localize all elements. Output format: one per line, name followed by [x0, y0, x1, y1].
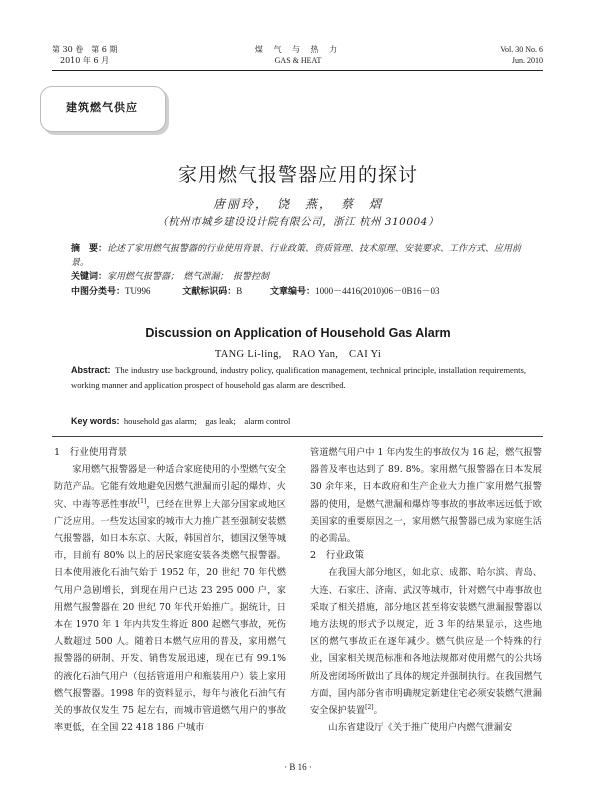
- page-number: · B 16 ·: [284, 762, 312, 772]
- keywords-label: 关键词：: [71, 272, 108, 282]
- english-keywords-label: Key words:: [71, 416, 120, 426]
- abstract-cn: [71, 242, 526, 299]
- english-keywords-text: household gas alarm; gas leak; alarm control: [123, 416, 291, 426]
- journal-name-cn: 煤 气 与 热 力: [254, 45, 342, 54]
- doccode-label: 文献标识码：: [182, 287, 237, 297]
- affiliation: （杭州市城乡建设设计院有限公司，浙江 杭州 310004）: [157, 216, 439, 228]
- author-list: 唐丽玲， 饶 燕， 蔡 熠: [212, 197, 383, 211]
- section-tag: [40, 86, 164, 130]
- article-number-label: 文章编号：: [270, 287, 316, 297]
- section-1-paragraph: [54, 461, 286, 736]
- keywords-text: 家用燃气报警器； 燃气泄漏； 报警控制: [107, 272, 270, 282]
- body-column-right: [310, 444, 542, 736]
- header-rule: [52, 70, 543, 71]
- abstract-label: 摘 要：: [71, 244, 108, 254]
- section-2-paragraph: [310, 564, 542, 719]
- doccode-value: B: [236, 286, 243, 296]
- citation-ref: [2]: [365, 703, 374, 711]
- volume-issue-en: Vol. 30 No. 6: [500, 45, 543, 54]
- english-abstract-label: Abstract:: [71, 365, 111, 375]
- article-title: 家用燃气报警器应用的探讨: [177, 164, 418, 186]
- abstract-text: 论述了家用燃气报警器的行业使用背景、行业政策、资质管理、技术原理、安装要求、工作方式、应用前景。: [71, 244, 522, 268]
- section-2-heading: 2 行业政策: [310, 550, 365, 562]
- paragraph-text: ，已经在世界上大部分国家或地区广泛应用。一些发达国家的城市大力推广甚至强制安装燃气报警器，如日本东京、大阪，韩国首尔，德国汉堡等城市，目前有 80% 以上的居民家庭安装各类燃气报警器。日本使用液化石油气始于 1952 年，20 世纪 70 年代燃气用户急剧增长，到现在用户已达 23 295 000 户，家用燃气报警器在 20 世纪 70 年代开始推广。据统计，日本在 1970 年 1 年内共发生将近 800 起燃气事故，死伤人数超过 500 人。随着日本燃气应用的普及，家用燃气报警器的研制、开发、销售发展迅速，现在已有 99.1% 的液化石油气用户（包括管道用户和瓶装用户）装上家用燃气报警器。1998 年的资料显示，每年与液化石油气有关的事故仅发生 75 起左右，而城市管道燃气用户的事故率更低，在全国 22 418 186 户城市: [54, 498, 286, 734]
- english-abstract-text: The industry use background, industry policy, qualification management, technical principle, installation requirements, working manner and application prospect of household gas alarm are described.: [71, 365, 526, 390]
- english-keywords: [71, 415, 526, 427]
- clc-value: TU996: [125, 286, 151, 296]
- paragraph-text: 。: [373, 705, 383, 717]
- date-en: Jun. 2010: [511, 56, 543, 65]
- paragraph-text: 家用燃气报警器是一种适合家庭使用的小型燃气安全防范产品。它能有效地避免因燃气泄漏而引起的爆炸、火灾、中毒等恶性事故: [54, 464, 286, 510]
- section-tag-label: 建筑燃气供应: [66, 101, 138, 114]
- abstract-cn-paragraph: [71, 242, 526, 270]
- citation-ref: [1]: [137, 497, 147, 505]
- section-1-heading: 1 行业使用背景: [54, 447, 128, 458]
- abstract-separator: [52, 436, 543, 437]
- volume-issue-cn: 第 30 卷 第 6 期: [52, 45, 118, 54]
- classification-line: [71, 284, 526, 299]
- date-cn: 2010 年 6 月: [60, 56, 110, 65]
- running-header-right: [500, 44, 543, 66]
- english-title: Discussion on Application of Household Gas Alarm: [145, 326, 451, 340]
- journal-name-en: GAS & HEAT: [274, 56, 322, 65]
- english-abstract: [71, 363, 526, 393]
- continued-paragraph: 管道燃气用户中 1 年内发生的事故仅为 16 起，燃气报警器普及率也达到了 89. 8%。家用燃气报警器在日本发展 30 余年来，日本政府和生产企业大力推广家用燃气报警器的使用，是燃气泄漏和爆炸等事故的事故率远远低于欧美国家的重要原因之一，家用燃气报警器已成为家庭生活的必需品。: [310, 447, 542, 545]
- clc-label: 中图分类号：: [71, 287, 126, 297]
- paragraph-text: 在我国大部分地区，如北京、成都、哈尔滨、青岛、大连、石家庄、济南、武汉等城市，针对燃气中毒事故也采取了相关措施，部分地区甚至将安装燃气泄漏报警器以地方法规的形式予以规定，近 3 年的结果显示，这些地区的燃气事故正在逐年减少。燃气供应是一个特殊的行业，国家相关规范标准和各地法规都对使用燃气的公共场所及密闭场所做出了具体的规定并强制执行。在我国燃气方面，国内部分省市明确规定新建住宅必须安装燃气泄漏安全保护装置: [310, 567, 542, 717]
- article-number-value: 1000－4416(2010)06－0B16－03: [315, 286, 440, 296]
- body-column-left: [54, 444, 286, 736]
- section-2-paragraph-2: 山东省建设厅《关于推广使用户内燃气泄漏安: [328, 722, 513, 734]
- english-authors: TANG Li-ling, RAO Yan, CAI Yi: [214, 349, 382, 360]
- keywords-cn: [71, 270, 526, 284]
